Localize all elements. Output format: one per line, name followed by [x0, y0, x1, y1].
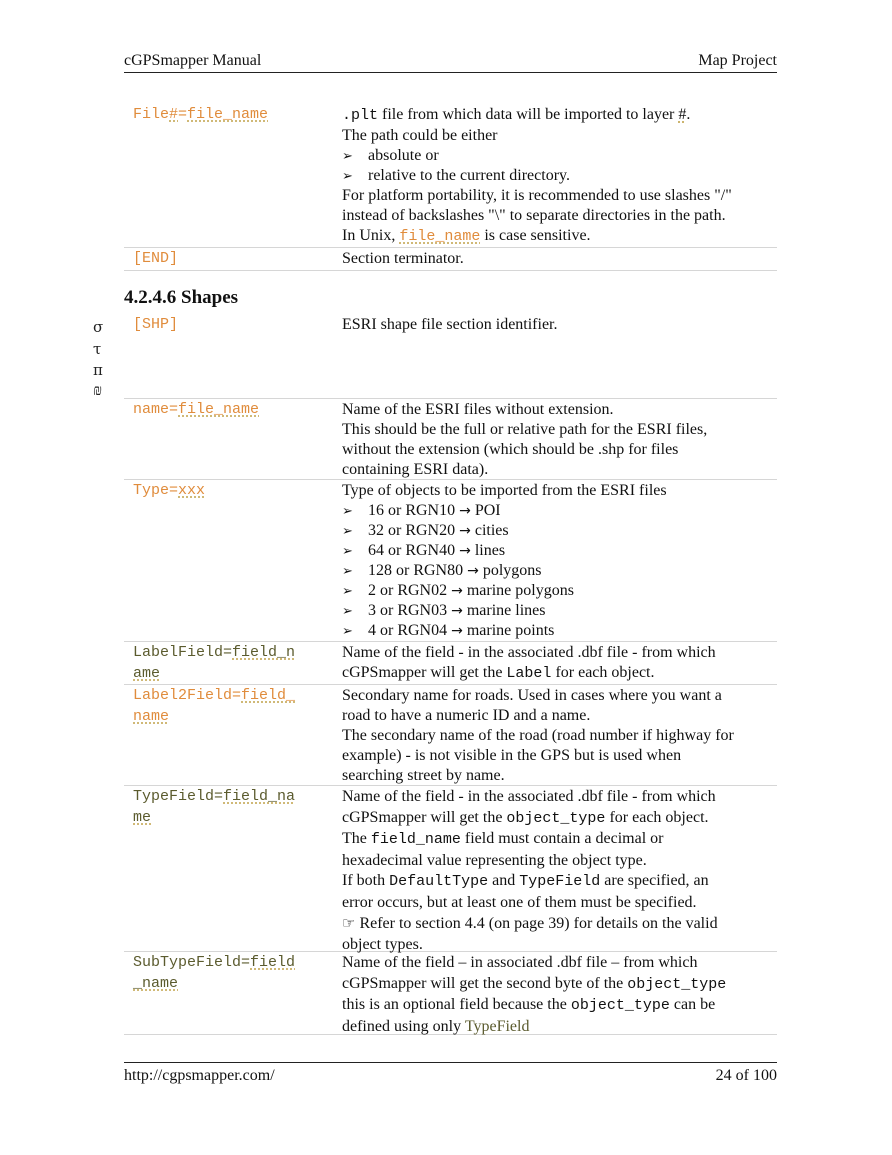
margin-glyph: π [93, 361, 103, 379]
right-arrow-icon: → [459, 543, 471, 559]
right-arrow-icon: → [451, 603, 463, 619]
arrowhead-bullet-icon: ➢ [342, 603, 353, 618]
param-desc-end: Section terminator. [342, 250, 464, 267]
table-row-name [124, 399, 777, 480]
page-number: 24 of 100 [715, 1067, 777, 1084]
header-section: Map Project [698, 52, 777, 69]
arrowhead-bullet-icon: ➢ [342, 148, 353, 163]
param-key-type: Type=xxx [133, 482, 206, 499]
arrowhead-bullet-icon: ➢ [342, 168, 353, 183]
param-key-labelfield: LabelField=field_n ame [133, 644, 296, 682]
table-row-end [124, 248, 777, 271]
page-header [124, 52, 777, 73]
param-desc-type: Type of objects to be imported from the ESRI files ➢ 16 or RGN10 → POI ➢ 32 or RGN20 → cities ➢ 64 or RGN40 → lines ➢ 128 or RGN80 → polygons ➢ 2 or RGN02 → marine polygons ➢ 3 or RGN03 → marine lines ➢ 4 or RGN04 → marine points [342, 481, 782, 641]
list-item: ➢ 16 or RGN10 → POI [342, 502, 501, 519]
param-desc-label2field: Secondary name for roads. Used in cases where you want a road to have a numeric ID and a name. The secondary name of the road (road number if highway for example) - is not visible in the GPS but is used when searching street by name. [342, 687, 734, 784]
list-item: ➢ absolute or [342, 147, 439, 164]
right-arrow-icon: → [459, 523, 471, 539]
table-row-labelfield [124, 642, 777, 685]
param-desc-name: Name of the ESRI files without extension. This should be the full or relative path for the ESRI files, without the extension (which should be .shp for files containing ESRI data). [342, 401, 708, 478]
page-footer [124, 1062, 777, 1085]
param-desc-labelfield: Name of the field - in the associated .dbf file - from which cGPSmapper will get the Label for each object. [342, 644, 716, 682]
header-title: cGPSmapper Manual [124, 52, 262, 69]
list-item: ➢ 32 or RGN20 → cities [342, 522, 509, 539]
list-item: ➢ 64 or RGN40 → lines [342, 542, 506, 559]
param-key-subtypefield: SubTypeField=field _name [133, 954, 296, 992]
margin-glyph: σ [93, 318, 104, 336]
arrowhead-bullet-icon: ➢ [342, 503, 353, 518]
list-item: ➢ 2 or RGN02 → marine polygons [342, 582, 574, 599]
arrowhead-bullet-icon: ➢ [342, 583, 353, 598]
right-arrow-icon: → [459, 503, 471, 519]
list-item: ➢ 4 or RGN04 → marine points [342, 622, 555, 639]
right-arrow-icon: → [451, 583, 463, 599]
arrowhead-bullet-icon: ➢ [342, 563, 353, 578]
param-key-name: name=file_name [133, 401, 260, 418]
list-item: ➢ 3 or RGN03 → marine lines [342, 602, 546, 619]
param-desc-typefield: Name of the field - in the associated .dbf file - from which cGPSmapper will get the object_type for each object. The field_name field must contain a decimal or hexadecimal value representing the object type. If both DefaultType and TypeField are specified, an error occurs, but at least one of them must be specified. ☞ Refer to section 4.4 (on page 39) for details on the valid object types. [342, 788, 718, 953]
arrowhead-bullet-icon: ➢ [342, 543, 353, 558]
right-arrow-icon: → [467, 563, 479, 579]
list-item: ➢ 128 or RGN80 → polygons [342, 562, 542, 579]
param-key-shp: [SHP] [133, 316, 179, 333]
table-row-subtypefield [124, 952, 777, 1035]
list-item: ➢ relative to the current directory. [342, 167, 570, 184]
param-desc-shp: ESRI shape file section identifier. [342, 316, 558, 333]
margin-glyph: ₪ [93, 381, 103, 399]
arrowhead-bullet-icon: ➢ [342, 623, 353, 638]
right-arrow-icon: → [451, 623, 463, 639]
table-row-shp [124, 313, 777, 399]
param-key-end: [END] [133, 250, 179, 267]
footer-url[interactable]: http://cgpsmapper.com/ [124, 1067, 275, 1084]
table-row-label2field [124, 685, 777, 786]
margin-glyph: τ [93, 340, 102, 358]
pointing-hand-icon: ☞ [342, 914, 356, 932]
section-heading: 4.2.4.6 Shapes [124, 287, 239, 308]
table-row-type [124, 480, 777, 642]
param-desc-subtypefield: Name of the field – in associated .dbf file – from which cGPSmapper will get the second byte of the object_type this is an optional field because the object_type can be defined using only TypeField [342, 954, 727, 1035]
param-desc-file: .plt file from which data will be imported to layer #. The path could be either ➢ absolute or ➢ relative to the current directory. For platform portability, it is recommended to use slashes "/" instead of backslashes "\" to separate directories in the path. In Unix, file_name is case sensitive. [342, 103, 782, 247]
param-key-typefield: TypeField=field_na me [133, 788, 296, 826]
table-row-file [124, 103, 777, 248]
arrowhead-bullet-icon: ➢ [342, 523, 353, 538]
table-row-typefield [124, 786, 777, 952]
param-key-file: File#=file_name [133, 106, 269, 123]
param-key-label2field: Label2Field=field_ name [133, 687, 296, 725]
